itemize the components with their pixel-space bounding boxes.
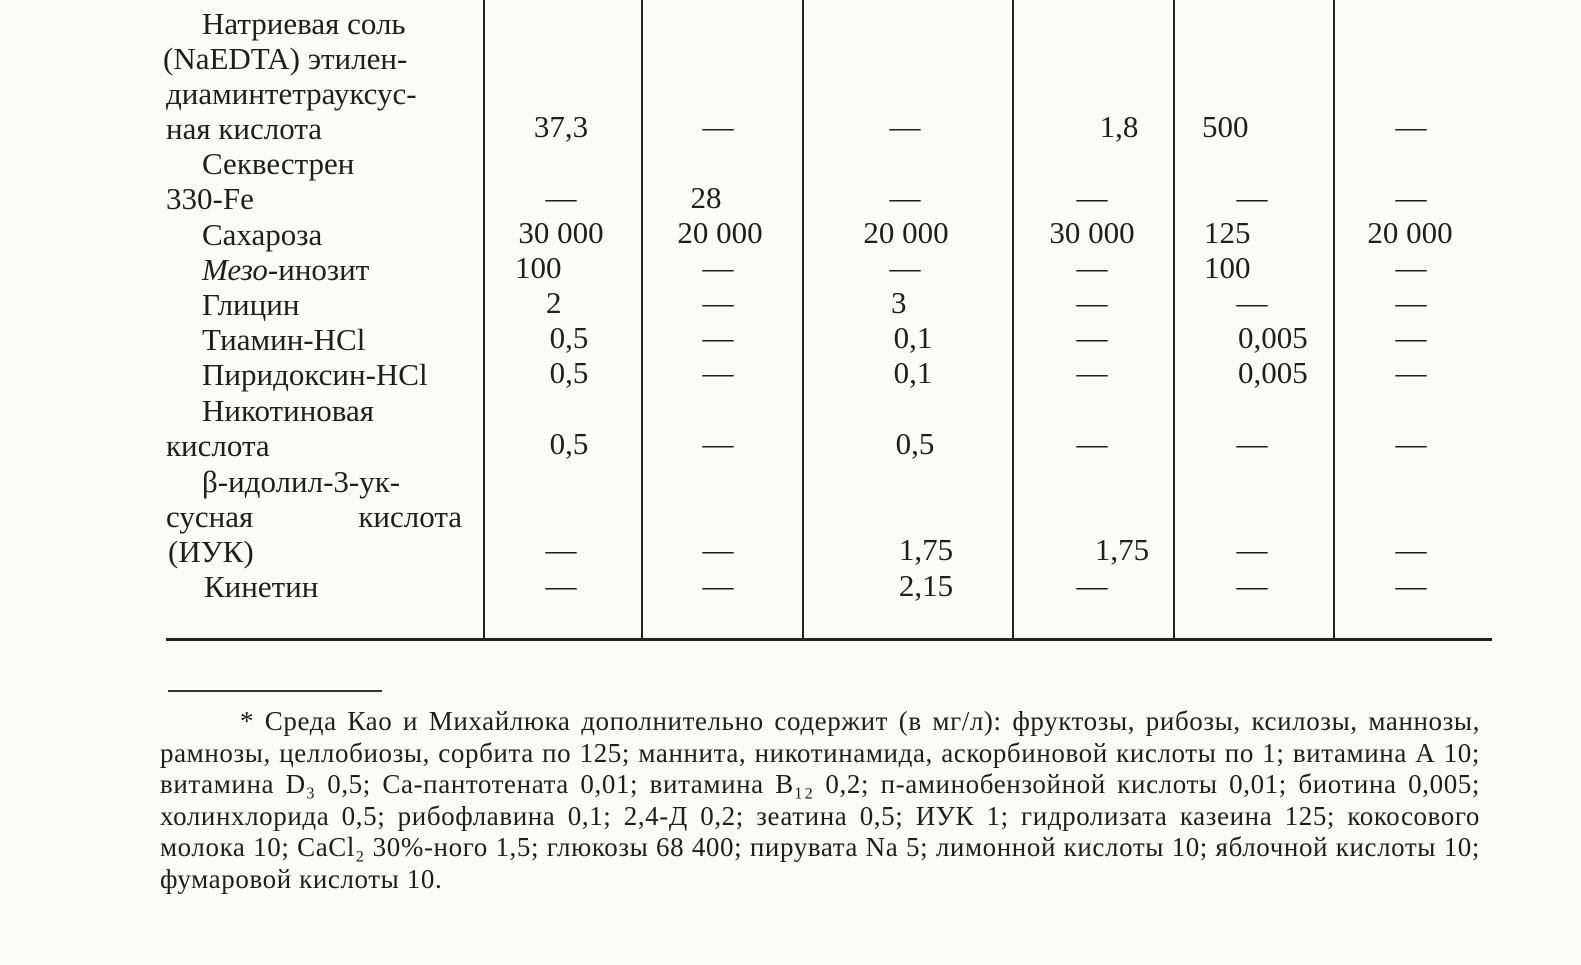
column-rule (1173, 0, 1175, 640)
row-name-line: Сахароза (202, 217, 323, 252)
table-cell: — (1395, 532, 1427, 567)
table-cell: 0,1 (893, 320, 933, 355)
table-cell: 1,75 (1094, 532, 1150, 567)
table-cell: — (1236, 568, 1268, 603)
table-cell: — (702, 568, 734, 603)
table-cell: — (1395, 320, 1427, 355)
table-cell: — (889, 180, 921, 215)
row-name-line: Глицин (202, 287, 300, 322)
row-name-line: кислота (166, 428, 270, 463)
table-cell: 125 (1204, 215, 1251, 250)
table-cell: 1,8 (1099, 109, 1139, 144)
column-rule (483, 0, 485, 640)
table-cell: — (1395, 250, 1427, 285)
table-cell: — (545, 568, 577, 603)
table-cell: — (1076, 180, 1108, 215)
table-cell: — (1076, 250, 1108, 285)
row-name-word: кислота (358, 499, 462, 534)
row-name-line: Тиамин-HCl (202, 322, 366, 357)
table-cell: 3 (891, 285, 907, 320)
table-cell: 20 000 (677, 215, 763, 250)
row-name-italic-prefix: Мезо (202, 252, 268, 287)
table-bottom-rule (166, 638, 1492, 641)
table-cell: — (702, 532, 734, 567)
column-rule (641, 0, 643, 640)
table-cell: 500 (1202, 109, 1249, 144)
footnote-text: * Среда Као и Михайлюка дополнительно содержит (в мг/л): фруктозы, рибозы, ксилозы, маннозы, рамнозы, целлобиозы, сорбита по 125; маннита, никотинамида, аскорбиновой кислоты по 1; витамина А 10; витамина D₃ 0,5; Са-пантотената 0,01; витамина B₁₂ 0,2; п-аминобензойной кислоты 0,01; биотина 0,005; холинхлорида 0,5; рибофлавина 0,1; 2,4-Д 0,2; зеатина 0,5; ИУК 1; гидролизата казеина 125; кокосового молока 10; CaCl₂ 30%-ного 1,5; глюкозы 68 400; пирувата Na 5; лимонной кислоты 10; яблочной кислоты 10; фумаровой кислоты 10. (160, 706, 1480, 894)
table-cell: — (1236, 180, 1268, 215)
table-cell: — (1236, 426, 1268, 461)
table-cell: 20 000 (863, 215, 949, 250)
row-name-line: диаминтетрауксус- (166, 76, 417, 111)
table-cell: — (1076, 355, 1108, 390)
table-cell: — (1395, 180, 1427, 215)
table-cell: 100 (1204, 250, 1251, 285)
table-cell: — (1076, 320, 1108, 355)
table-cell: 2 (546, 285, 562, 320)
column-rule (1012, 0, 1014, 640)
table-cell: 1,75 (898, 532, 954, 567)
table-cell: — (702, 355, 734, 390)
table-cell: — (702, 285, 734, 320)
row-name-line: β-идолил-3-ук- (202, 464, 401, 499)
table-cell: — (1236, 532, 1268, 567)
table-cell: — (1395, 426, 1427, 461)
table-cell: — (702, 426, 734, 461)
table-cell: 28 (690, 180, 722, 215)
table-cell: — (1076, 568, 1108, 603)
table-cell: 0,5 (549, 320, 589, 355)
table-cell: — (702, 250, 734, 285)
table-cell: 30 000 (518, 215, 604, 250)
table-cell: — (702, 320, 734, 355)
table-cell: 0,005 (1238, 355, 1308, 390)
table-cell: — (1395, 109, 1427, 144)
column-rule (1333, 0, 1335, 640)
row-name-line: Никотиновая (202, 393, 375, 428)
table-cell: 30 000 (1049, 215, 1135, 250)
row-name-line: (ИУК) (168, 534, 254, 569)
table-cell: — (545, 532, 577, 567)
row-name-line: Пиридоксин-HCl (202, 357, 428, 392)
row-name-justified-line (166, 499, 462, 535)
row-name-line: Натриевая соль (202, 6, 406, 41)
row-name-word: сусная (166, 499, 254, 534)
row-name-line: 330-Fe (166, 181, 254, 216)
table-cell: — (1236, 285, 1268, 320)
row-name-line: Секвестрен (202, 146, 355, 181)
table-cell: 0,1 (893, 355, 933, 390)
row-name-suffix: -инозит (267, 252, 370, 287)
table-cell: — (1395, 285, 1427, 320)
table-cell: 0,5 (895, 426, 935, 461)
table-cell: — (1395, 568, 1427, 603)
column-rule (802, 0, 804, 640)
row-name-line: Кинетин (204, 569, 319, 604)
table-cell: — (1076, 285, 1108, 320)
footnote (160, 706, 1480, 895)
table-cell: 100 (515, 250, 562, 285)
table-cell: 37,3 (533, 109, 589, 144)
row-name-line: ная кислота (166, 111, 323, 146)
table-cell: — (545, 180, 577, 215)
table-cell: 2,15 (898, 568, 954, 603)
row-name-line (202, 252, 369, 288)
table-cell: — (889, 250, 921, 285)
table-cell: — (702, 109, 734, 144)
table-cell: 0,005 (1238, 320, 1308, 355)
table-cell: — (1076, 426, 1108, 461)
table-cell: 0,5 (549, 355, 589, 390)
table-cell: 0,5 (549, 426, 589, 461)
footnote-separator (168, 690, 382, 692)
table-cell: — (1395, 355, 1427, 390)
row-name-line: (NaEDTA) этилен- (163, 41, 408, 76)
table-cell: 20 000 (1367, 215, 1453, 250)
table-cell: — (889, 109, 921, 144)
